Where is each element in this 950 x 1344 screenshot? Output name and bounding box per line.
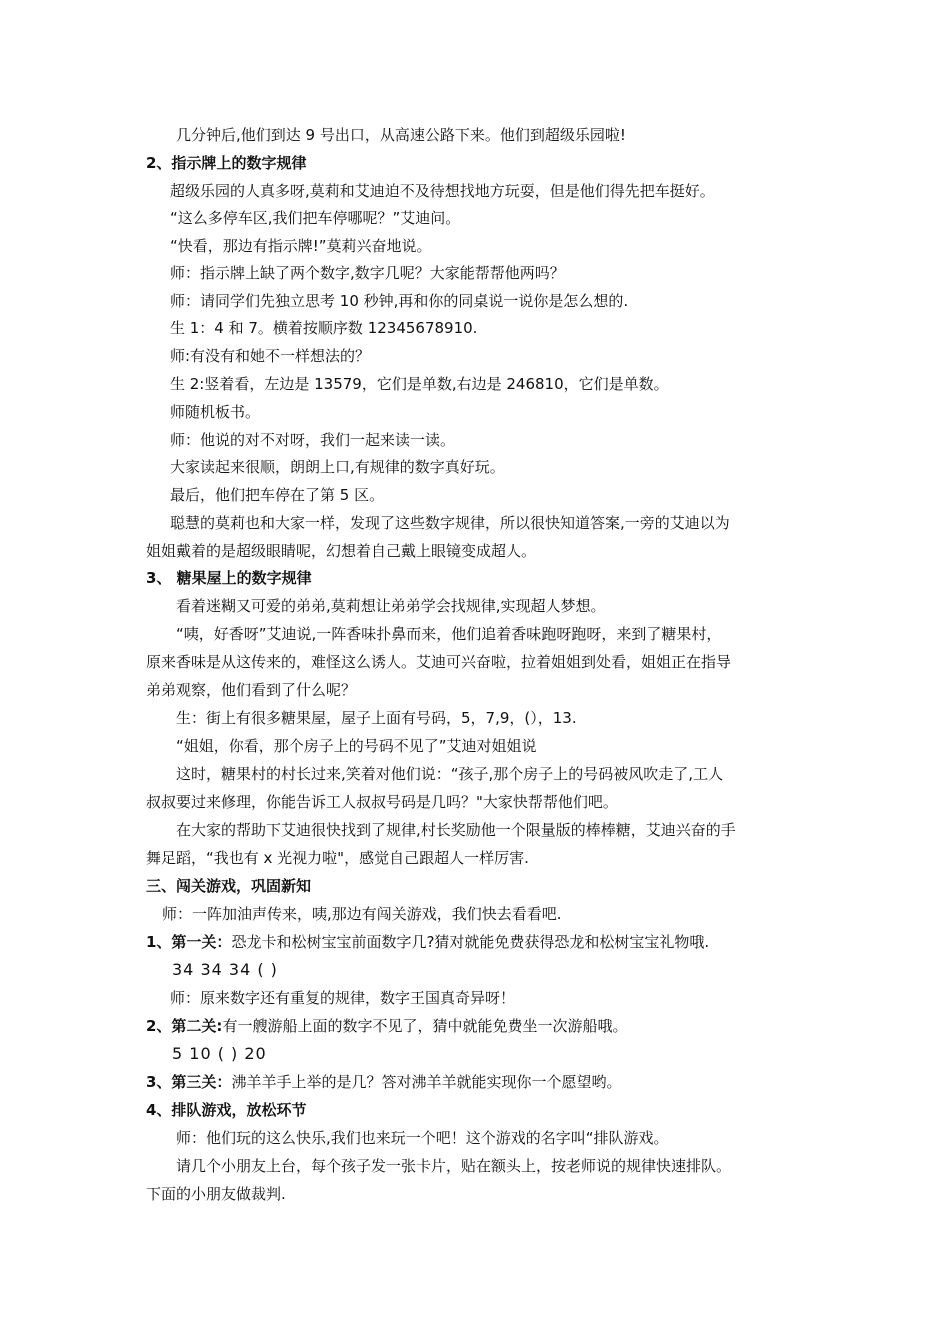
paragraph-line: 舞足蹈，“我也有 x 光视力啦"，感觉自己跟超人一样厉害. <box>146 849 529 867</box>
section-heading: 4、排队游戏，放松环节 <box>146 1101 307 1119</box>
paragraph-line: 师：一阵加油声传来，咦,那边有闯关游戏，我们快去看看吧. <box>162 905 562 923</box>
paragraph-line: 师：他说的对不对呀，我们一起来读一读。 <box>170 431 456 449</box>
paragraph-line: 叔叔要过来修理，你能告诉工人叔叔号码是几吗？"大家快帮帮他们吧。 <box>146 793 618 811</box>
paragraph-line: 大家读起来很顺，朗朗上口,有规律的数字真好玩。 <box>170 458 505 476</box>
paragraph-line: 在大家的帮助下艾迪很快找到了规律,村长奖励他一个限量版的棒棒糖，艾迪兴奋的手 <box>176 821 736 839</box>
level-2-label: 2、第二关: <box>146 1017 223 1035</box>
paragraph-line: 师：请同学们先独立思考 10 秒钟,再和你的同桌说一说你是怎么想的. <box>170 292 629 310</box>
section-heading: 2、指示牌上的数字规律 <box>146 154 307 172</box>
paragraph-line: 下面的小朋友做裁判. <box>146 1185 286 1203</box>
number-sequence-2: 5 10 ( ) 20 <box>172 1044 267 1063</box>
paragraph-line: 聪慧的莫莉也和大家一样，发现了这些数字规律，所以很快知道答案,一旁的艾迪以为 <box>170 514 730 532</box>
section-heading: 三、闯关游戏，巩固新知 <box>146 877 312 895</box>
paragraph-line: 超级乐园的人真多呀,莫莉和艾迪迫不及待想找地方玩耍，但是他们得先把车挺好。 <box>170 182 715 200</box>
paragraph-line: 几分钟后,他们到达 9 号出口，从高速公路下来。他们到超级乐园啦! <box>176 126 626 144</box>
paragraph-line: 师：原来数字还有重复的规律，数字王国真奇异呀！ <box>170 989 516 1007</box>
level-1-text: 恐龙卡和松树宝宝前面数字几?猜对就能免费获得恐龙和松树宝宝礼物哦. <box>231 933 710 951</box>
paragraph-line: 师：指示牌上缺了两个数字,数字几呢？大家能帮帮他两吗？ <box>170 264 565 282</box>
paragraph-line: 姐姐戴着的是超级眼睛呢，幻想着自己戴上眼镜变成超人。 <box>146 542 537 560</box>
paragraph-line: “快看，那边有指示牌!”莫莉兴奋地说。 <box>170 237 432 255</box>
number-sequence-1: 34 34 34 ( ) <box>172 960 278 979</box>
level-3-label: 3、第三关： <box>146 1073 232 1091</box>
paragraph-line: 最后，他们把车停在了第 5 区。 <box>170 486 385 504</box>
paragraph-line: “姐姐，你看，那个房子上的号码不见了”艾迪对姐姐说 <box>176 737 537 755</box>
paragraph-line: 师：他们玩的这么快乐,我们也来玩一个吧！这个游戏的名字叫“排队游戏。 <box>176 1129 669 1147</box>
paragraph-line: “咦，好香呀”艾迪说,一阵香味扑鼻而来，他们追着香味跑呀跑呀，来到了糖果村， <box>176 625 722 643</box>
section-heading: 3、 糖果屋上的数字规律 <box>146 569 312 587</box>
paragraph-line: 原来香味是从这传来的，难怪这么诱人。艾迪可兴奋啦，拉着姐姐到处看，姐姐正在指导 <box>146 653 732 671</box>
level-2-line <box>146 1016 627 1036</box>
paragraph-line: 请几个小朋友上台，每个孩子发一张卡片，贴在额头上，按老师说的规律快速排队。 <box>176 1157 732 1175</box>
paragraph-line: 师随机板书。 <box>170 403 261 421</box>
paragraph-line: 生：街上有很多糖果屋，屋子上面有号码，5，7,9，(），13. <box>176 709 577 727</box>
paragraph-line: 生 2:竖着看，左边是 13579，它们是单数,右边是 246810，它们是单数。 <box>170 375 669 393</box>
level-3-text: 沸羊羊手上举的是几？答对沸羊羊就能实现你一个愿望哟。 <box>231 1073 622 1091</box>
paragraph-line: 这时，糖果村的村长过来,笑着对他们说：“孩子,那个房子上的号码被风吹走了,工人 <box>176 765 724 783</box>
paragraph-line: 弟弟观察，他们看到了什么呢？ <box>146 681 357 699</box>
paragraph-line: 看着迷糊又可爱的弟弟,莫莉想让弟弟学会找规律,实现超人梦想。 <box>176 597 606 615</box>
paragraph-line: “这么多停车区,我们把车停哪呢？”艾迪问。 <box>170 209 461 227</box>
level-2-text: 有一艘游船上面的数字不见了，猜中就能免费坐一次游船哦。 <box>222 1017 628 1035</box>
paragraph-line: 生 1：4 和 7。横着按顺序数 12345678910. <box>170 319 478 337</box>
level-1-label: 1、第一关： <box>146 933 232 951</box>
level-1-line <box>146 932 709 952</box>
paragraph-line: 师:有没有和她不一样想法的？ <box>170 347 371 365</box>
level-3-line <box>146 1072 621 1092</box>
